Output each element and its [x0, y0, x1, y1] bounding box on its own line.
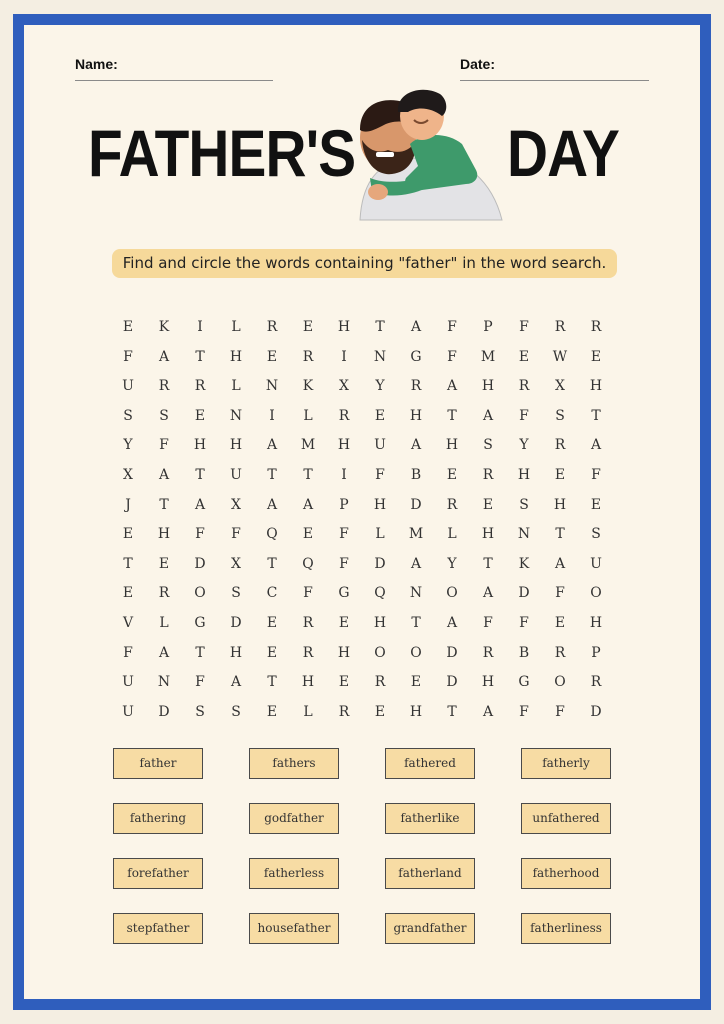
grid-letter[interactable]: A	[446, 378, 458, 395]
grid-letter[interactable]: A	[410, 319, 422, 335]
grid-letter[interactable]: P	[339, 496, 349, 513]
grid-letter[interactable]: D	[446, 644, 458, 661]
grid-letter[interactable]: R	[590, 319, 602, 335]
grid-letter[interactable]: T	[195, 348, 205, 365]
word-box: grandfather	[385, 913, 475, 944]
grid-letter[interactable]: U	[122, 378, 134, 395]
grid-letter[interactable]: Y	[519, 437, 529, 454]
grid-letter[interactable]: K	[518, 555, 530, 572]
grid-letter[interactable]: R	[410, 378, 422, 395]
grid-letter[interactable]: T	[267, 555, 277, 572]
grid-letter[interactable]: E	[518, 348, 530, 365]
grid-letter[interactable]: T	[195, 466, 205, 483]
grid-letter[interactable]: T	[195, 644, 205, 661]
grid-letter[interactable]: O	[590, 585, 602, 602]
grid-letter[interactable]: X	[123, 466, 133, 483]
grid-letter[interactable]: I	[341, 348, 347, 365]
word-box: fatherlike	[385, 803, 475, 834]
grid-letter[interactable]: R	[482, 466, 494, 483]
grid-letter[interactable]: S	[231, 703, 241, 720]
grid-letter[interactable]: T	[303, 466, 313, 483]
grid-letter[interactable]: R	[374, 674, 386, 691]
grid-letter[interactable]: E	[338, 614, 350, 631]
grid-letter[interactable]: E	[266, 614, 278, 631]
grid-letter[interactable]: G	[410, 348, 422, 365]
grid-letter[interactable]: E	[194, 407, 206, 424]
grid-letter[interactable]: H	[337, 437, 351, 454]
grid-letter[interactable]: F	[159, 437, 169, 454]
grid-letter[interactable]: E	[590, 348, 602, 365]
grid-letter[interactable]: Q	[374, 585, 386, 602]
word-box: forefather	[113, 858, 203, 889]
grid-letter[interactable]: T	[411, 614, 421, 631]
grid-letter[interactable]: E	[446, 466, 458, 483]
grid-letter[interactable]: N	[373, 348, 387, 365]
grid-letter[interactable]: D	[590, 703, 602, 720]
grid-letter[interactable]: E	[122, 526, 134, 543]
grid-letter[interactable]: X	[231, 496, 241, 513]
grid-letter[interactable]: R	[482, 644, 494, 661]
grid-letter[interactable]: C	[266, 585, 278, 602]
grid-letter[interactable]: E	[554, 466, 566, 483]
grid-letter[interactable]: A	[266, 437, 278, 454]
grid-letter[interactable]: E	[302, 319, 314, 335]
grid-letter[interactable]: E	[266, 644, 278, 661]
grid-letter[interactable]: P	[483, 319, 493, 335]
grid-letter[interactable]: A	[158, 644, 170, 661]
grid-letter[interactable]: D	[230, 614, 242, 631]
grid-letter[interactable]: H	[301, 674, 315, 691]
grid-letter[interactable]: O	[194, 585, 206, 602]
grid-letter[interactable]: F	[195, 674, 205, 691]
grid-letter[interactable]: F	[375, 466, 385, 483]
grid-letter[interactable]: E	[590, 496, 602, 513]
grid-letter[interactable]: E	[554, 614, 566, 631]
grid-letter[interactable]: K	[158, 319, 170, 335]
grid-letter[interactable]: R	[554, 319, 566, 335]
grid-letter[interactable]: P	[591, 644, 601, 661]
grid-letter[interactable]: T	[555, 526, 565, 543]
word-box: fatherhood	[521, 858, 611, 889]
word-box: fatherless	[249, 858, 339, 889]
grid-letter[interactable]: Y	[123, 437, 133, 454]
grid-letter[interactable]: B	[518, 644, 530, 661]
grid-letter[interactable]: H	[481, 674, 495, 691]
grid-letter[interactable]: H	[337, 319, 351, 335]
grid-letter[interactable]: N	[517, 526, 531, 543]
grid-letter[interactable]: A	[410, 437, 422, 454]
grid-letter[interactable]: F	[123, 644, 133, 661]
word-box: unfathered	[521, 803, 611, 834]
grid-letter[interactable]: N	[265, 378, 279, 395]
grid-letter[interactable]: L	[375, 526, 385, 543]
date-label: Date:	[460, 56, 496, 72]
father-and-son-hug-illustration-icon	[352, 86, 510, 226]
grid-letter[interactable]: R	[194, 378, 206, 395]
grid-letter[interactable]: O	[410, 644, 422, 661]
grid-letter[interactable]: H	[373, 614, 387, 631]
grid-letter[interactable]: T	[375, 319, 385, 335]
grid-letter[interactable]: H	[193, 437, 207, 454]
grid-letter[interactable]: H	[157, 526, 171, 543]
grid-letter[interactable]: E	[338, 674, 350, 691]
grid-letter[interactable]: L	[303, 703, 313, 720]
grid-letter[interactable]: S	[483, 437, 493, 454]
grid-letter[interactable]: E	[410, 674, 422, 691]
grid-letter[interactable]: T	[159, 496, 169, 513]
grid-letter[interactable]: L	[231, 378, 241, 395]
grid-letter[interactable]: H	[409, 703, 423, 720]
date-line[interactable]	[460, 80, 649, 81]
grid-letter[interactable]: A	[482, 703, 494, 720]
grid-letter[interactable]: A	[590, 437, 602, 454]
grid-letter[interactable]: H	[409, 407, 423, 424]
grid-letter[interactable]: I	[269, 407, 275, 424]
word-box: fathering	[113, 803, 203, 834]
grid-letter[interactable]: F	[123, 348, 133, 365]
grid-letter[interactable]: Q	[302, 555, 314, 572]
grid-letter[interactable]: R	[302, 348, 314, 365]
word-box: fatherliness	[521, 913, 611, 944]
grid-letter[interactable]: L	[303, 407, 313, 424]
grid-letter[interactable]: H	[373, 496, 387, 513]
grid-letter[interactable]: M	[408, 526, 424, 543]
grid-letter[interactable]: H	[337, 644, 351, 661]
grid-letter[interactable]: L	[159, 614, 169, 631]
grid-letter[interactable]: H	[553, 496, 567, 513]
grid-letter[interactable]: R	[266, 319, 278, 335]
grid-letter[interactable]: T	[447, 703, 457, 720]
grid-letter[interactable]: E	[374, 703, 386, 720]
grid-letter[interactable]: A	[410, 555, 422, 572]
grid-letter[interactable]: W	[552, 348, 568, 365]
grid-letter[interactable]: N	[157, 674, 171, 691]
grid-letter[interactable]: U	[122, 703, 134, 720]
grid-letter[interactable]: E	[482, 496, 494, 513]
title-fathers: FATHER'S	[88, 116, 356, 190]
grid-letter[interactable]: H	[589, 378, 603, 395]
grid-letter[interactable]: I	[341, 466, 347, 483]
grid-letter[interactable]: U	[122, 674, 134, 691]
grid-letter[interactable]: R	[518, 378, 530, 395]
grid-letter[interactable]: V	[122, 614, 134, 631]
grid-letter[interactable]: F	[303, 585, 313, 602]
grid-letter[interactable]: G	[338, 585, 350, 602]
word-box: godfather	[249, 803, 339, 834]
grid-letter[interactable]: X	[231, 555, 241, 572]
grid-letter[interactable]: E	[266, 703, 278, 720]
word-box: fatherly	[521, 748, 611, 779]
grid-letter[interactable]: H	[481, 526, 495, 543]
name-label: Name:	[75, 56, 118, 72]
title-day: DAY	[507, 116, 620, 190]
grid-letter[interactable]: G	[194, 614, 206, 631]
grid-letter[interactable]: Q	[266, 526, 278, 543]
grid-letter[interactable]: M	[480, 348, 496, 365]
grid-letter[interactable]: S	[591, 526, 601, 543]
grid-letter[interactable]: F	[483, 614, 493, 631]
grid-letter[interactable]: E	[374, 407, 386, 424]
grid-letter[interactable]: F	[519, 614, 529, 631]
grid-letter[interactable]: N	[229, 407, 243, 424]
grid-letter[interactable]: O	[446, 585, 458, 602]
grid-letter[interactable]: A	[302, 496, 314, 513]
grid-letter[interactable]: L	[447, 526, 457, 543]
grid-letter[interactable]: S	[123, 407, 133, 424]
grid-letter[interactable]: A	[482, 585, 494, 602]
grid-letter[interactable]: D	[410, 496, 422, 513]
grid-letter[interactable]: A	[482, 407, 494, 424]
grid-letter[interactable]: N	[409, 585, 423, 602]
grid-letter[interactable]: H	[589, 614, 603, 631]
grid-letter[interactable]: S	[231, 585, 241, 602]
grid-letter[interactable]: E	[122, 585, 134, 602]
grid-letter[interactable]: X	[555, 378, 565, 395]
grid-letter[interactable]: F	[519, 407, 529, 424]
grid-letter[interactable]: T	[123, 555, 133, 572]
grid-letter[interactable]: U	[230, 466, 242, 483]
grid-letter[interactable]: S	[159, 407, 169, 424]
word-box: fathers	[249, 748, 339, 779]
instruction-banner: Find and circle the words containing "father" in the word search.	[112, 249, 617, 278]
grid-letter[interactable]: D	[158, 703, 170, 720]
grid-letter[interactable]: T	[267, 466, 277, 483]
grid-letter[interactable]: R	[590, 674, 602, 691]
grid-letter[interactable]: A	[554, 555, 566, 572]
grid-letter[interactable]: Y	[375, 378, 385, 395]
grid-letter[interactable]: E	[122, 319, 134, 335]
grid-letter[interactable]: L	[231, 319, 241, 335]
grid-letter[interactable]: U	[374, 437, 386, 454]
grid-letter[interactable]: F	[519, 319, 529, 335]
grid-letter[interactable]: F	[231, 526, 241, 543]
grid-letter[interactable]: B	[410, 466, 422, 483]
grid-letter[interactable]: I	[197, 319, 203, 335]
grid-letter[interactable]: R	[302, 614, 314, 631]
grid-letter[interactable]: U	[590, 555, 602, 572]
grid-letter[interactable]: F	[519, 703, 529, 720]
grid-letter[interactable]: R	[158, 585, 170, 602]
grid-letter[interactable]: K	[302, 378, 314, 395]
grid-letter[interactable]: E	[158, 555, 170, 572]
grid-letter[interactable]: Y	[447, 555, 457, 572]
grid-letter[interactable]: F	[555, 585, 565, 602]
word-box: fatherland	[385, 858, 475, 889]
grid-letter[interactable]: S	[555, 407, 565, 424]
grid-letter[interactable]: F	[447, 319, 457, 335]
grid-letter[interactable]: H	[229, 348, 243, 365]
grid-letter[interactable]: F	[447, 348, 457, 365]
grid-letter[interactable]: R	[554, 437, 566, 454]
word-box: housefather	[249, 913, 339, 944]
grid-letter[interactable]: F	[195, 526, 205, 543]
grid-letter[interactable]: F	[591, 466, 601, 483]
grid-letter[interactable]: D	[518, 585, 530, 602]
name-line[interactable]	[75, 80, 273, 81]
grid-letter[interactable]: R	[338, 703, 350, 720]
grid-letter[interactable]: R	[446, 496, 458, 513]
grid-letter[interactable]: D	[194, 555, 206, 572]
grid-letter[interactable]: E	[266, 348, 278, 365]
grid-letter[interactable]: D	[446, 674, 458, 691]
grid-letter[interactable]: F	[339, 526, 349, 543]
grid-letter[interactable]: A	[446, 614, 458, 631]
grid-letter[interactable]: J	[125, 496, 131, 513]
grid-letter[interactable]: A	[158, 348, 170, 365]
grid-letter[interactable]: H	[229, 644, 243, 661]
grid-letter[interactable]: H	[517, 466, 531, 483]
grid-letter[interactable]: A	[194, 496, 206, 513]
grid-letter[interactable]: H	[229, 437, 243, 454]
grid-letter[interactable]: R	[338, 407, 350, 424]
grid-letter[interactable]: T	[483, 555, 493, 572]
grid-letter[interactable]: D	[374, 555, 386, 572]
grid-letter[interactable]: A	[266, 496, 278, 513]
grid-letter[interactable]: T	[267, 674, 277, 691]
grid-letter[interactable]: H	[481, 378, 495, 395]
grid-letter[interactable]: H	[445, 437, 459, 454]
grid-letter[interactable]: M	[300, 437, 316, 454]
grid-letter[interactable]: G	[518, 674, 530, 691]
grid-letter[interactable]: S	[195, 703, 205, 720]
word-list	[113, 748, 611, 944]
grid-letter[interactable]: A	[158, 466, 170, 483]
grid-letter[interactable]: A	[230, 674, 242, 691]
grid-letter[interactable]: R	[158, 378, 170, 395]
grid-letter[interactable]: F	[555, 703, 565, 720]
word-box: father	[113, 748, 203, 779]
grid-letter[interactable]: O	[554, 674, 566, 691]
word-box: fathered	[385, 748, 475, 779]
word-search-grid[interactable]	[110, 313, 614, 727]
grid-letter[interactable]: X	[339, 378, 349, 395]
grid-letter[interactable]: S	[519, 496, 529, 513]
grid-letter[interactable]: R	[302, 644, 314, 661]
grid-letter[interactable]: R	[554, 644, 566, 661]
grid-letter[interactable]: F	[339, 555, 349, 572]
word-box: stepfather	[113, 913, 203, 944]
grid-letter[interactable]: T	[447, 407, 457, 424]
grid-letter[interactable]: T	[591, 407, 601, 424]
grid-letter[interactable]: E	[302, 526, 314, 543]
grid-letter[interactable]: O	[374, 644, 386, 661]
